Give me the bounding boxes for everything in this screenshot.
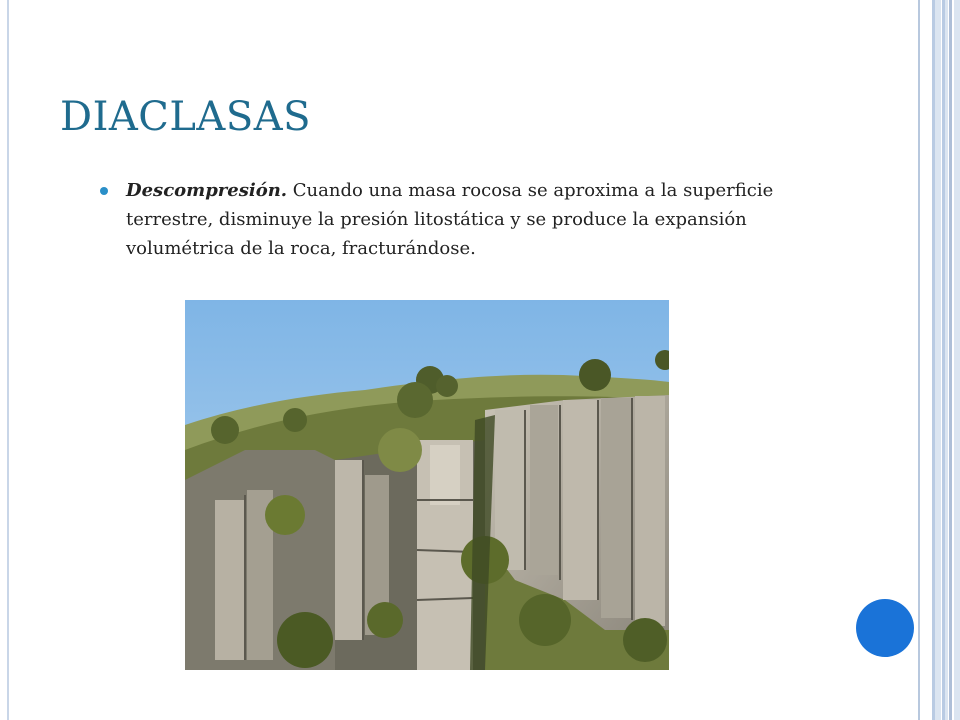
slide-right-decoration: [918, 0, 960, 720]
bullet-text: [126, 176, 806, 263]
slide-title: DIACLASAS: [60, 94, 312, 140]
bullet-description: Cuando una masa rocosa se aproxima a la superficie terrestre, disminuye la presión litostática y se produce la expansión volumétrica de la roca, fracturándose.: [126, 180, 774, 259]
slide-left-border: [7, 0, 9, 720]
decorative-circle: [856, 599, 914, 657]
bullet-term: Descompresión.: [126, 180, 288, 201]
rock-formation-photo: [185, 300, 669, 670]
bullet-icon: [100, 187, 108, 195]
